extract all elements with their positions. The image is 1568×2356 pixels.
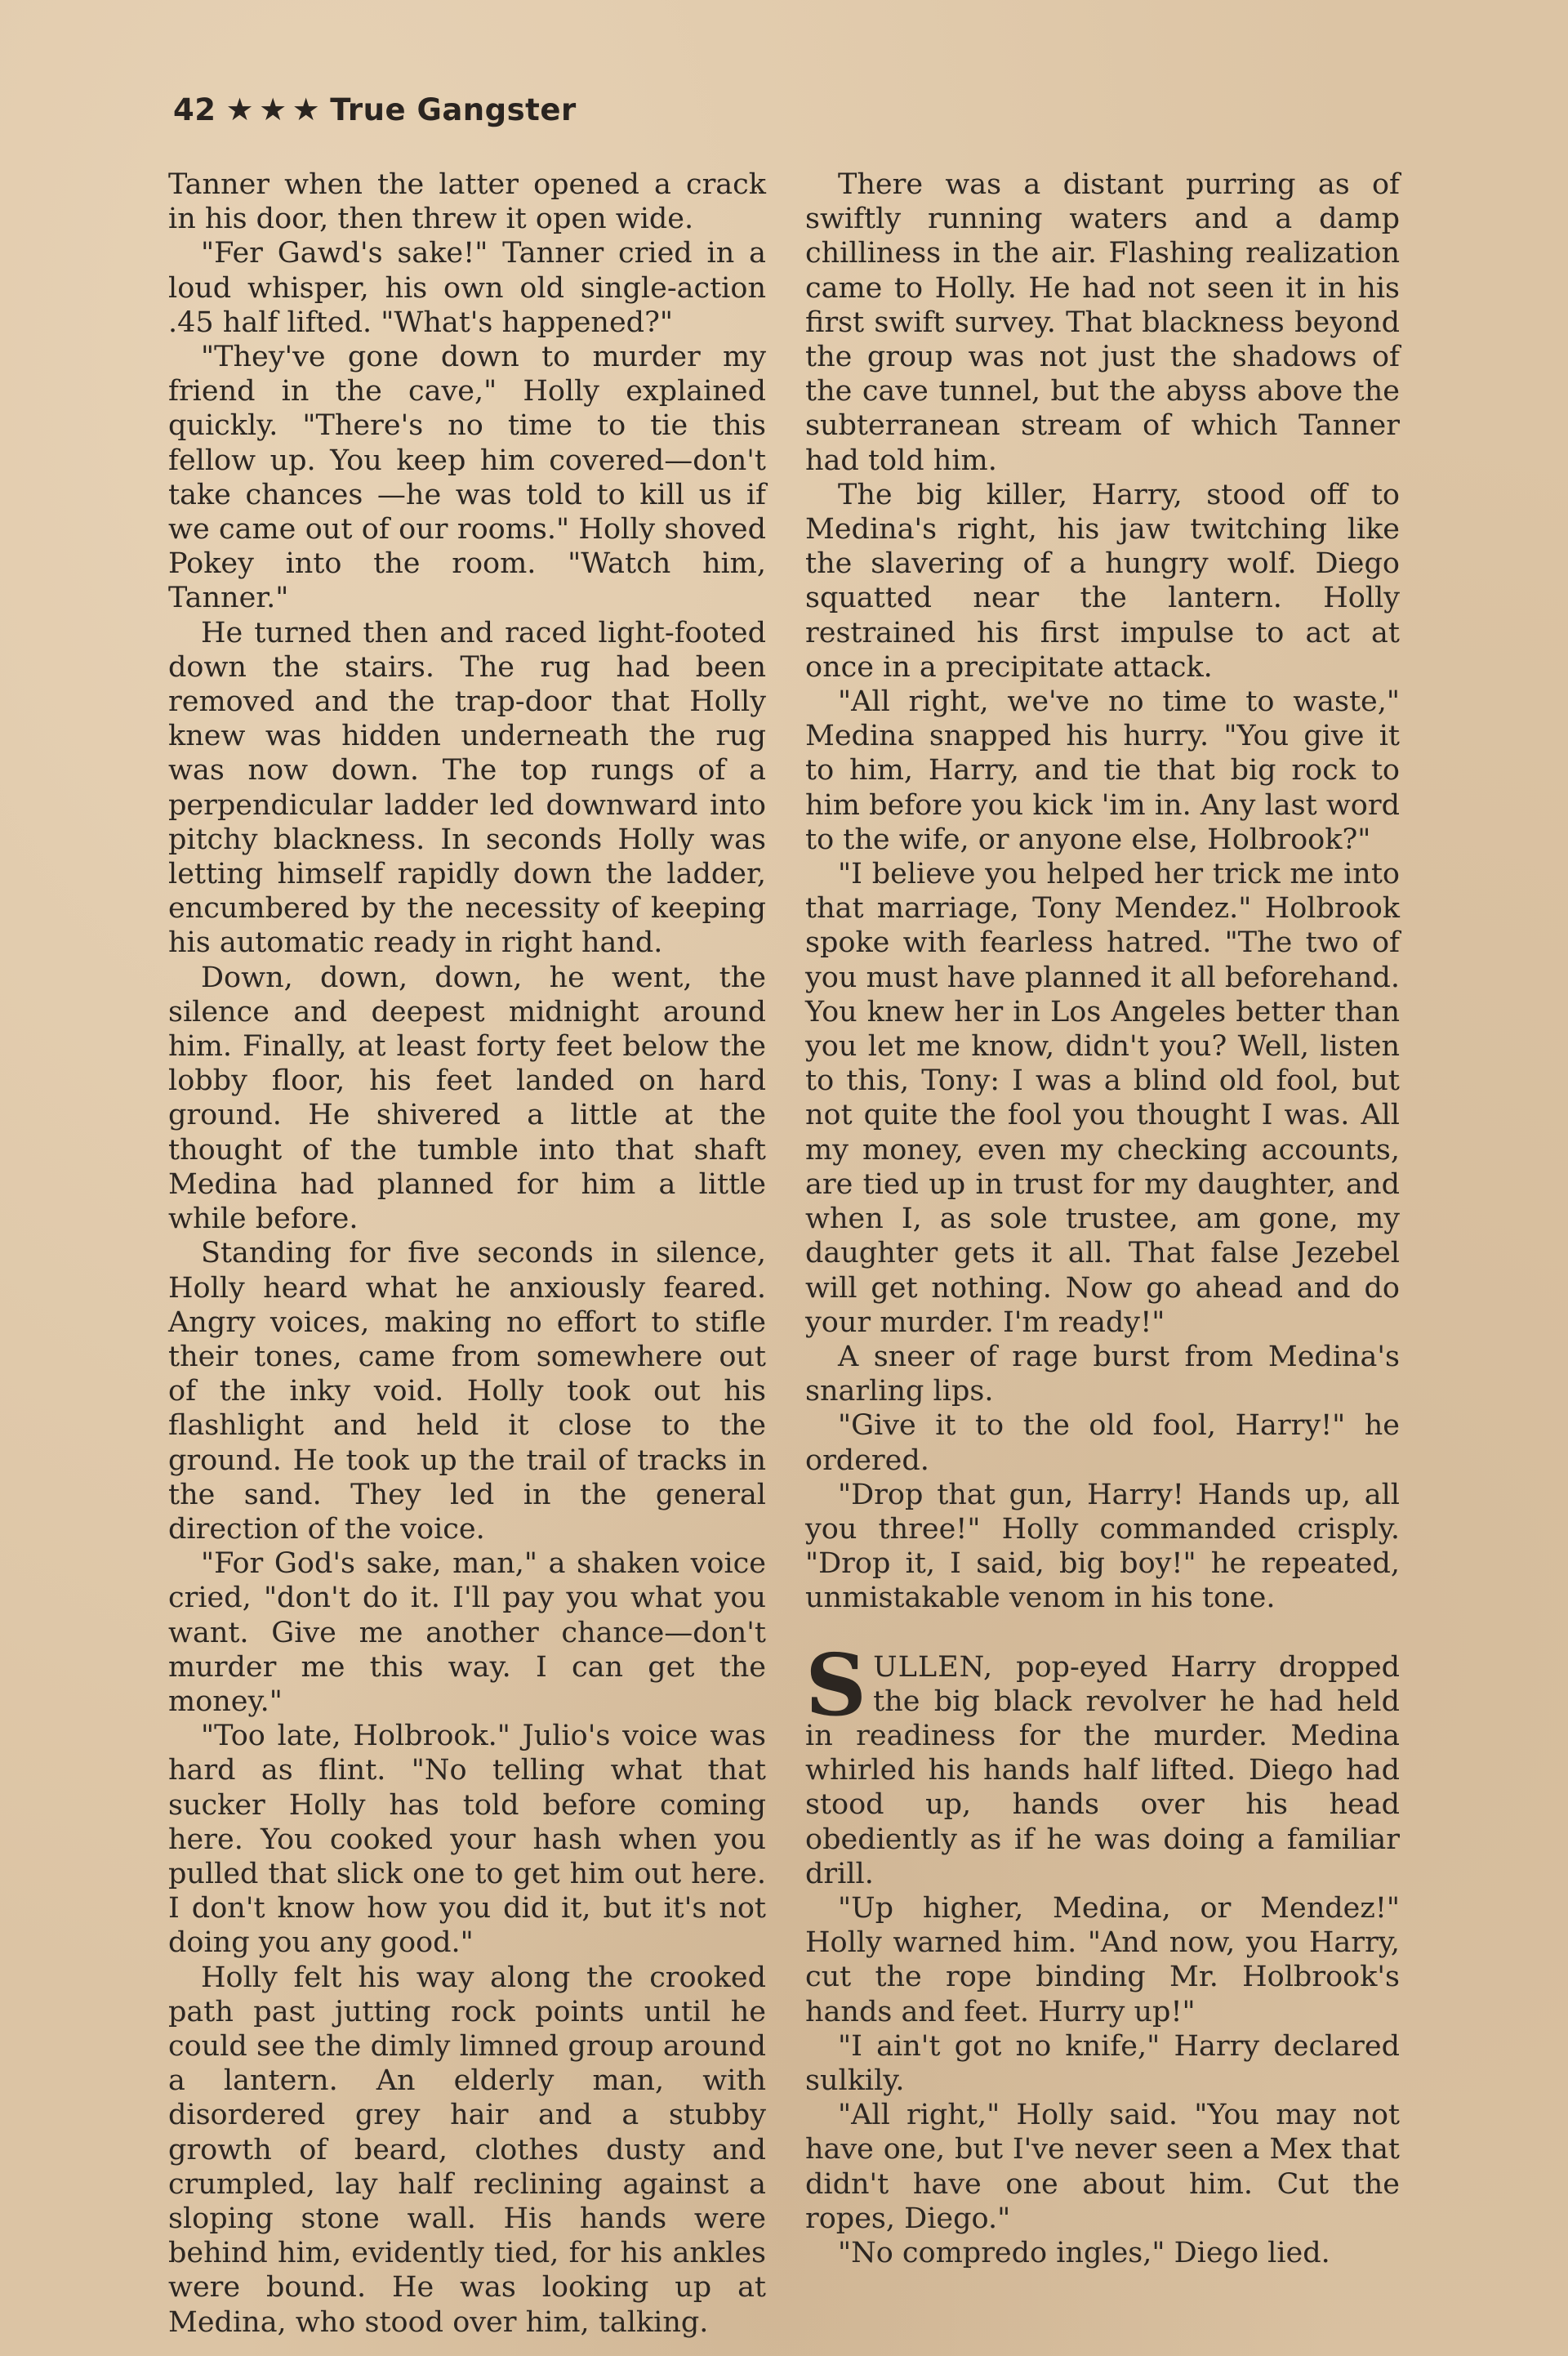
lead-text: pop-eyed Harry dropped the big black revolver he had held in readiness for the murder. Medina whirled his hands half lifted. Diego had stood up, hands over his head obediently as if he was doing a familiar drill. [805, 1650, 1400, 1890]
paragraph: "They've gone down to murder my friend in the cave," Holly explained quickly. "There's no time to tie this fellow up. You keep him covered—don't take chances —he was told to kill us if we came out of our rooms." Holly shoved Pokey into the room. "Watch him, Tanner." [168, 341, 766, 615]
magazine-title: True Gangster [330, 91, 577, 127]
paragraph: "I ain't got no knife," Harry declared sulkily. [805, 2029, 1400, 2097]
paragraph: Tanner when the latter opened a crack in his door, then threw it open wide. [168, 168, 766, 236]
dropcap-paragraph [805, 1634, 1400, 1891]
paragraph: Holly felt his way along the crooked path past jutting rock points until he could see the dimly limned group around a lantern. An elderly man, with disordered grey hair and a stubby growth of beard, clothes dusty and crumpled, lay half reclining against a sloping stone wall. His hands were behind him, evidently tied, for his ankles were bound. He was looking up at Medina, who stood over him, talking. [168, 1961, 766, 2339]
paragraph: "Up higher, Medina, or Mendez!" Holly warned him. "And now, you Harry, cut the rope binding Mr. Holbrook's hands and feet. Hurry up!" [805, 1891, 1400, 2028]
star-icon: ★ [225, 91, 255, 127]
paragraph: "Fer Gawd's sake!" Tanner cried in a loud whisper, his own old single-action .45 half lifted. "What's happened?" [168, 237, 766, 339]
paragraph: A sneer of rage burst from Medina's snarling lips. [805, 1340, 1400, 1408]
paragraph: He turned then and raced light-footed down the stairs. The rug had been removed and the trap-door that Holly knew was hidden underneath the rug was now down. The top rungs of a perpendicular ladder led downward into pitchy blackness. In seconds Holly was letting himself rapidly down the ladder, encumbered by the necessity of keeping his automatic ready in right hand. [168, 616, 766, 960]
paragraph: Standing for five seconds in silence, Holly heard what he anxiously feared. Angry voices, making no effort to stifle their tones, came from somewhere out of the inky void. Holly took out his flashlight and held it close to the ground. He took up the trail of tracks in the sand. They led in the general direction of the voice. [168, 1237, 766, 1546]
page-number: 42 [173, 91, 216, 127]
paragraph: "Too late, Holbrook." Julio's voice was hard as flint. "No telling what that sucker Holly has told before coming here. You cooked your hash when you pulled that slick one to get him out here. I don't know how you did it, but it's not doing you any good." [168, 1720, 766, 1960]
paragraph: "I believe you helped her trick me into that marriage, Tony Mendez." Holbrook spoke with fearless hatred. "The two of you must have planned it all beforehand. You knew her in Los Angeles better than you let me know, didn't you? Well, listen to this, Tony: I was a blind old fool, but not quite the fool you thought I was. All my money, even my checking accounts, are tied up in trust for my daughter, and when I, as sole trustee, am gone, my daughter gets it all. That false Jezebel will get nothing. Now go ahead and do your murder. I'm ready!" [805, 858, 1400, 1339]
paragraph: "Give it to the old fool, Harry!" he ordered. [805, 1409, 1400, 1477]
paragraph: The big killer, Harry, stood off to Medina's right, his jaw twitching like the slavering of a hungry wolf. Diego squatted near the lantern. Holly restrained his first impulse to act at once in a precipitate attack. [805, 478, 1400, 684]
right-column [805, 167, 1400, 2270]
star-icon: ★ [259, 91, 287, 127]
section-break [805, 1616, 1400, 1650]
paragraph: "No compredo ingles," Diego lied. [838, 2236, 1330, 2269]
paragraph: "All right, we've no time to waste," Medina snapped his hurry. "You give it to him, Harry, and tie that big rock to him before you kick 'im in. Any last word to the wife, or anyone else, Holbrook?" [805, 685, 1400, 856]
drop-cap: S [805, 1634, 867, 1735]
star-icon: ★ [292, 91, 321, 127]
lead-word: ULLEN, [873, 1650, 994, 1684]
paragraph: "For God's sake, man," a shaken voice cried, "don't do it. I'll pay you what you want. Give me another chance—don't murder me this way. I can get the money." [168, 1547, 766, 1718]
page-header [173, 91, 577, 127]
left-column [168, 167, 766, 2340]
paragraph: There was a distant purring as of swiftly running waters and a damp chilliness in the air. Flashing realization came to Holly. He had not seen it in his first swift survey. That blackness beyond the group was not just the shadows of the cave tunnel, but the abyss above the subterranean stream of which Tanner had told him. [805, 168, 1400, 477]
header-stars [226, 91, 321, 127]
paragraph: Down, down, down, he went, the silence and deepest midnight around him. Finally, at least forty feet below the lobby floor, his feet landed on hard ground. He shivered a little at the thought of the tumble into that shaft Medina had planned for him a little while before. [168, 961, 766, 1236]
paragraph: "All right," Holly said. "You may not have one, but I've never seen a Mex that didn't have one about him. Cut the ropes, Diego." [805, 2099, 1400, 2235]
paragraph: "Drop that gun, Harry! Hands up, all you three!" Holly commanded crisply. "Drop it, I said, big boy!" he repeated, unmistakable venom in his tone. [805, 1478, 1400, 1615]
